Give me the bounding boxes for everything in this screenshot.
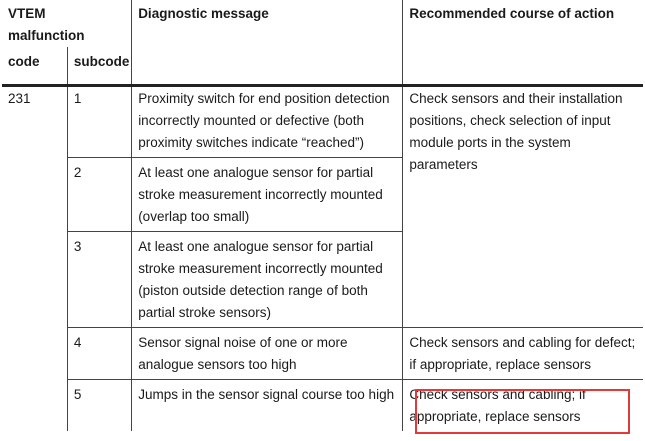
header-diagnostic-message: Diagnostic message: [132, 0, 403, 86]
subcode-cell: 5: [67, 380, 131, 432]
diagnostic-message-cell: Sensor signal noise of one or more analogue sensors too high: [132, 328, 403, 380]
subcode-cell: 3: [67, 232, 131, 328]
table-row: [2, 86, 643, 158]
table-row: [2, 328, 643, 380]
diagnostic-message-cell: Proximity switch for end position detection incorrectly mounted or defective (both proximity switches indicate “reached”): [132, 86, 403, 158]
action-cell: Check sensors and their installation positions, check selection of input module ports in the system parameters: [403, 86, 643, 328]
subcode-cell: 1: [67, 86, 131, 158]
action-cell-highlighted: Check sensors and cabling; if appropriate, replace sensors: [403, 380, 643, 432]
header-code: code: [2, 47, 67, 86]
table-row: [2, 380, 643, 432]
malfunction-code: 231: [8, 91, 31, 106]
header-recommended-action: Recommended course of action: [403, 0, 643, 86]
subcode-cell: 4: [67, 328, 131, 380]
malfunction-table: [2, 0, 643, 431]
header-vtem-malfunction: VTEM malfunction: [8, 6, 85, 43]
diagnostic-message-cell: At least one analogue sensor for partial stroke measurement incorrectly mounted (piston outside detection range of both partial stroke sensors): [132, 232, 403, 328]
action-cell: Check sensors and cabling for defect; if appropriate, replace sensors: [403, 328, 643, 380]
diagnostic-message-cell: Jumps in the sensor signal course too high: [132, 380, 403, 432]
header-subcode: subcode: [67, 47, 131, 86]
diagnostic-message-cell: At least one analogue sensor for partial stroke measurement incorrectly mounted (overlap too small): [132, 158, 403, 232]
subcode-cell: 2: [67, 158, 131, 232]
